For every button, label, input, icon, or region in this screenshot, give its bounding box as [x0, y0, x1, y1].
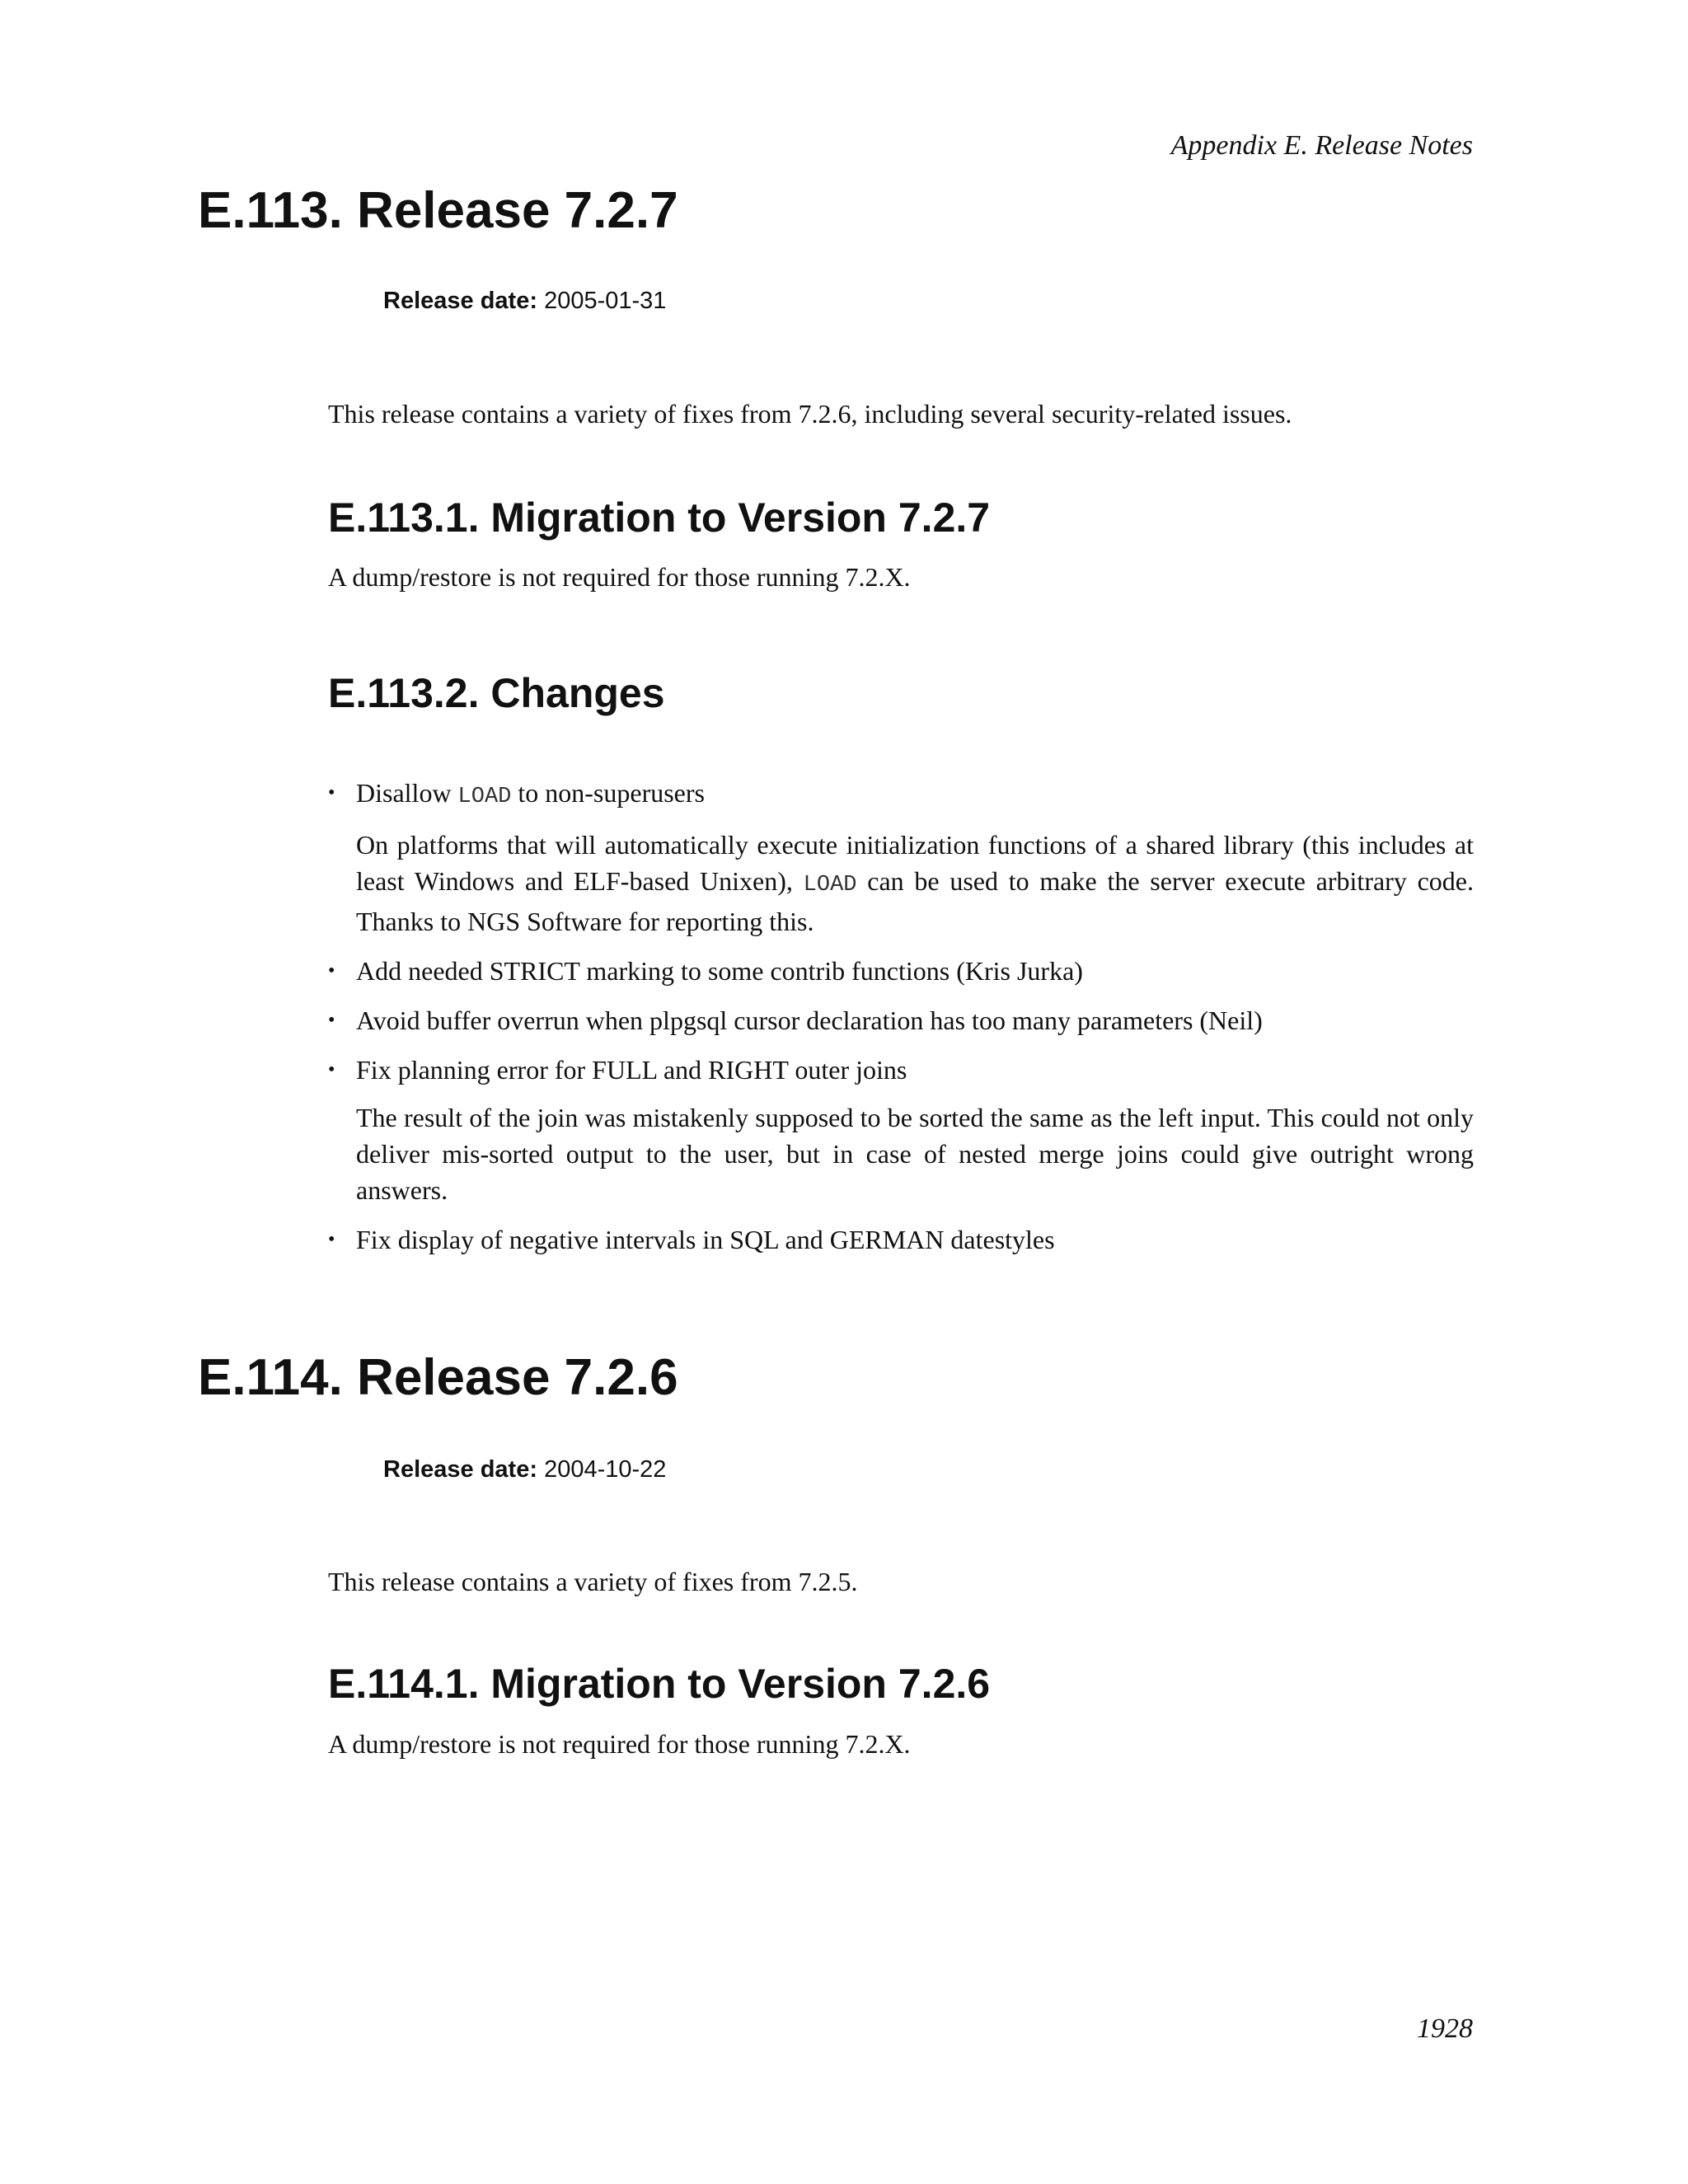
migration-text-e114: A dump/restore is not required for those running 7.2.X.	[328, 1729, 911, 1759]
change-summary: Disallow LOAD to non-superusers	[356, 778, 705, 809]
list-item	[328, 1052, 1474, 1208]
change-summary: Avoid buffer overrun when plpgsql cursor declaration has too many parameters (Neil)	[356, 1005, 1263, 1035]
release-date-label: Release date:	[383, 1456, 537, 1483]
release-date-label: Release date:	[383, 288, 537, 314]
migration-text-e113: A dump/restore is not required for those running 7.2.X.	[328, 562, 911, 592]
release-date-value: 2005-01-31	[544, 288, 667, 314]
running-header: Appendix E. Release Notes	[1170, 130, 1473, 161]
subsection-title-changes-e113: E.113.2. Changes	[328, 670, 665, 716]
change-detail: The result of the join was mistakenly supposed to be sorted the same as the left input. This could not only deliver mis-sorted output to the user, but in case of nested merge joins could give outright wrong answers.	[356, 1103, 1474, 1205]
list-item	[328, 953, 1474, 989]
page-number: 1928	[1417, 2013, 1473, 2044]
section-title-e113: E.113. Release 7.2.7	[198, 182, 678, 239]
change-summary: Fix display of negative intervals in SQL and GERMAN datestyles	[356, 1225, 1055, 1254]
change-summary: Fix planning error for FULL and RIGHT outer joins	[356, 1055, 907, 1085]
subsection-title-migration-e114: E.114.1. Migration to Version 7.2.6	[328, 1661, 991, 1707]
code-literal: LOAD	[803, 873, 857, 898]
section-intro-e114: This release contains a variety of fixes from 7.2.5.	[328, 1567, 858, 1596]
release-date-value: 2004-10-22	[544, 1456, 667, 1483]
list-item	[328, 1221, 1474, 1258]
change-detail: On platforms that will automatically execute initialization functions of a shared library (this includes at least Windows and ELF-based Unixen), LOAD can be used to make the server execute arbitrary code. Thanks to NGS Software for reporting this.	[356, 830, 1475, 936]
release-date-e113	[383, 284, 666, 317]
code-literal: LOAD	[457, 785, 512, 809]
subsection-title-migration-e113: E.113.1. Migration to Version 7.2.7	[328, 494, 991, 541]
section-intro-e113: This release contains a variety of fixes from 7.2.6, including several security-related issues.	[328, 399, 1292, 429]
bullet: •	[328, 960, 335, 982]
section-title-e114: E.114. Release 7.2.6	[198, 1349, 678, 1406]
bullet: •	[328, 1059, 335, 1080]
change-summary: Add needed STRICT marking to some contrib functions (Kris Jurka)	[356, 956, 1083, 986]
list-item	[328, 1002, 1474, 1038]
changes-list-e113	[328, 775, 1474, 1271]
bullet: •	[328, 1010, 335, 1031]
bullet: •	[328, 782, 335, 804]
bullet: •	[328, 1229, 335, 1250]
list-item	[328, 775, 1474, 940]
release-date-e114	[383, 1453, 666, 1486]
